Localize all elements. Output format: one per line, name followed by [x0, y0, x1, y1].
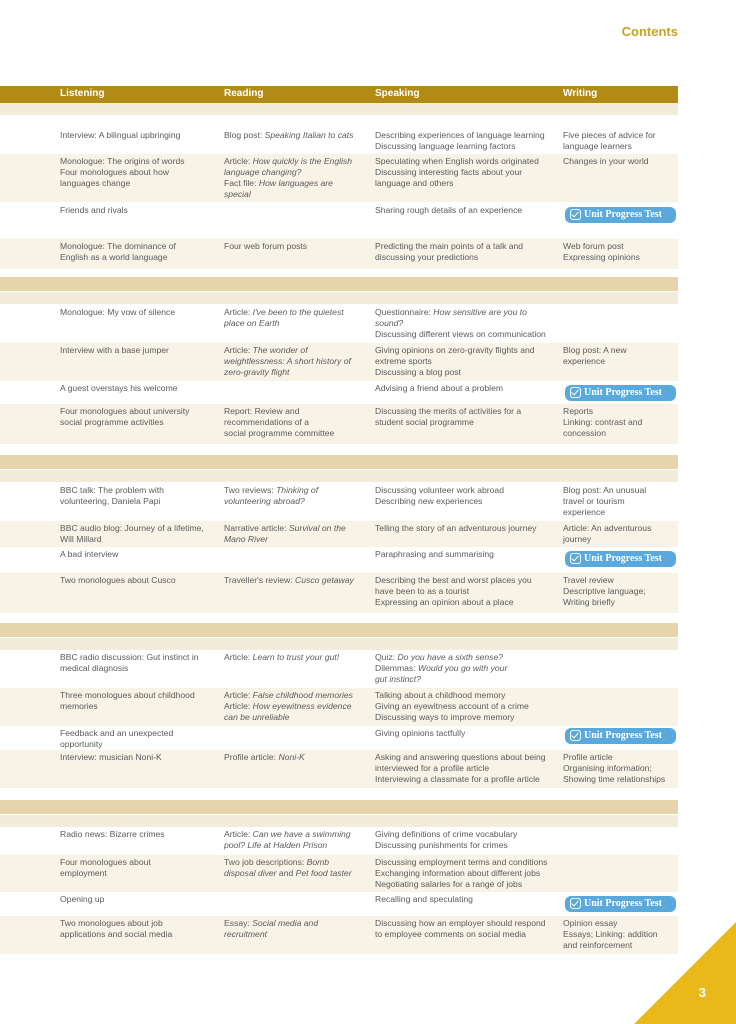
unit-2-band-2	[0, 292, 678, 304]
cell-line: Four web forum posts	[224, 241, 308, 251]
cell-line: student social programme	[375, 417, 474, 427]
reading-cell	[224, 690, 369, 723]
cell-line: Blog post: An unusual	[563, 485, 647, 495]
column-header-bar	[0, 86, 678, 103]
cell-line: Interview with a base jumper	[60, 345, 169, 355]
cell-line: experience	[563, 356, 606, 366]
unit-1-band-1	[0, 103, 678, 115]
cell-line: journey	[563, 534, 592, 544]
table-row	[0, 688, 678, 726]
cell-line: Opening up	[60, 894, 105, 904]
cell-line: Monologue: The dominance of	[60, 241, 176, 251]
cell-line: volunteering, Daniela Papi	[60, 496, 161, 506]
cell-line: Blog post: Speaking Italian to cats	[224, 130, 354, 140]
cell-line: Essay: Social media and	[224, 918, 319, 928]
writing-cell	[563, 345, 675, 367]
cell-line: Mano River	[224, 534, 268, 544]
cell-line: Article: False childhood memories	[224, 690, 353, 700]
cell-line: Organising information;	[563, 763, 652, 773]
cell-line: and reinforcement	[563, 940, 633, 950]
listening-cell	[60, 156, 218, 189]
writing-cell	[563, 575, 675, 608]
cell-line: gut instinct?	[375, 674, 421, 684]
cell-line: Feedback and an unexpected	[60, 728, 174, 738]
cell-line: Linking: contrast and	[563, 417, 643, 427]
cell-line: Describing the best and worst places you	[375, 575, 532, 585]
table-row	[0, 750, 678, 788]
cell-line: Two job descriptions: Bomb	[224, 857, 330, 867]
cell-line: Recalling and speculating	[375, 894, 473, 904]
page-number: 3	[698, 985, 706, 1000]
speaking-cell	[375, 345, 559, 378]
cell-line: Changes in your world	[563, 156, 649, 166]
cell-line: Interview: A bilingual upbringing	[60, 130, 181, 140]
cell-line: Discussing ways to improve memory	[375, 712, 515, 722]
table-row	[0, 404, 678, 444]
speaking-cell	[375, 918, 559, 940]
unit-5-band-2	[0, 815, 678, 827]
cell-line: recommendations of a	[224, 417, 310, 427]
cell-line: Article: An adventurous	[563, 523, 652, 533]
cell-line: Article: How eyewitness evidence	[224, 701, 352, 711]
table-row	[0, 483, 678, 521]
cell-line: Showing time relationships	[563, 774, 666, 784]
reading-cell	[224, 575, 369, 586]
speaking-cell	[375, 406, 559, 428]
unit-progress-test-label: Unit Progress Test	[584, 209, 662, 220]
cell-line: Fact file: How languages are	[224, 178, 333, 188]
cell-line: Interview: musician Noni-K	[60, 752, 162, 762]
cell-line: Discussing the merits of activities for a	[375, 406, 522, 416]
cell-line: can be unreliable	[224, 712, 290, 722]
table-row	[0, 521, 678, 547]
cell-line: volunteering abroad?	[224, 496, 305, 506]
listening-cell	[60, 241, 218, 263]
cell-line: Predicting the main points of a talk and	[375, 241, 524, 251]
cell-line: Two reviews: Thinking of	[224, 485, 319, 495]
cell-line: place on Earth	[224, 318, 280, 328]
cell-line: Article: How quickly is the English	[224, 156, 353, 166]
speaking-cell	[375, 549, 559, 560]
listening-cell	[60, 383, 218, 394]
listening-cell	[60, 575, 218, 586]
reading-cell	[224, 241, 369, 252]
speaking-cell	[375, 156, 559, 189]
cell-line: Exchanging information about different jobs	[375, 868, 541, 878]
listening-cell	[60, 307, 218, 318]
writing-cell	[563, 406, 675, 439]
cell-line: Article: I've been to the quietest	[224, 307, 344, 317]
checkbox-check-icon	[570, 730, 581, 741]
speaking-cell	[375, 575, 559, 608]
listening-cell	[60, 752, 218, 763]
cell-line: Discussing employment terms and conditions	[375, 857, 548, 867]
cell-line: Giving opinions on zero-gravity flights and	[375, 345, 535, 355]
cell-line: language changing?	[224, 167, 302, 177]
cell-line: Five pieces of advice for	[563, 130, 656, 140]
reading-cell	[224, 752, 369, 763]
cell-line: Discussing punishments for crimes	[375, 840, 508, 850]
cell-line: have been to as a tourist	[375, 586, 470, 596]
speaking-cell	[375, 205, 559, 216]
cell-line: opportunity	[60, 739, 103, 749]
cell-line: Writing briefly	[563, 597, 615, 607]
cell-line: pool? Life at Halden Prison	[224, 840, 328, 850]
checkbox-check-icon	[570, 898, 581, 909]
listening-cell	[60, 857, 218, 879]
speaking-cell	[375, 752, 559, 785]
cell-line: Two monologues about job	[60, 918, 163, 928]
writing-cell	[563, 485, 675, 518]
table-row	[0, 855, 678, 892]
cell-line: travel or tourism	[563, 496, 625, 506]
speaking-cell	[375, 829, 559, 851]
cell-line: languages change	[60, 178, 131, 188]
unit-3-band-2	[0, 470, 678, 482]
cell-line: English as a world language	[60, 252, 168, 262]
reading-cell	[224, 345, 369, 378]
listening-cell	[60, 918, 218, 940]
cell-line: Discussing volunteer work abroad	[375, 485, 504, 495]
cell-line: social programme activities	[60, 417, 164, 427]
table-row	[0, 239, 678, 269]
cell-line: Paraphrasing and summarising	[375, 549, 494, 559]
listening-cell	[60, 130, 218, 141]
reading-cell	[224, 406, 369, 439]
reading-cell	[224, 918, 369, 940]
cell-line: BBC talk: The problem with	[60, 485, 164, 495]
cell-line: language learners	[563, 141, 632, 151]
cell-line: Expressing an opinion about a place	[375, 597, 514, 607]
table-row	[0, 916, 678, 954]
cell-line: Travel review	[563, 575, 614, 585]
writing-cell	[563, 130, 675, 152]
cell-line: Article: Learn to trust your gut!	[224, 652, 340, 662]
checkbox-check-icon	[570, 209, 581, 220]
unit-progress-test-button[interactable]	[565, 551, 676, 567]
listening-cell	[60, 406, 218, 428]
cell-line: Three monologues about childhood	[60, 690, 195, 700]
cell-line: Giving an eyewitness account of a crime	[375, 701, 529, 711]
cell-line: social programme committee	[224, 428, 335, 438]
reading-cell	[224, 156, 369, 200]
cell-line: Discussing different views on communication	[375, 329, 546, 339]
cell-line: Quiz: Do you have a sixth sense?	[375, 652, 504, 662]
cell-line: extreme sports	[375, 356, 432, 366]
cell-line: Speculating when English words originated	[375, 156, 539, 166]
table-row	[0, 827, 678, 855]
reading-cell	[224, 652, 369, 663]
reading-cell	[224, 307, 369, 329]
speaking-cell	[375, 690, 559, 723]
cell-line: Blog post: A new	[563, 345, 627, 355]
unit-progress-test-label: Unit Progress Test	[584, 730, 662, 741]
listening-cell	[60, 652, 218, 674]
cell-line: concession	[563, 428, 606, 438]
listening-cell	[60, 205, 218, 216]
reading-cell	[224, 829, 369, 851]
speaking-cell	[375, 857, 559, 890]
column-header-writing: Writing	[563, 88, 598, 99]
page-corner-triangle	[634, 922, 736, 1024]
cell-line: applications and social media	[60, 929, 173, 939]
cell-line: Negotiating salaries for a range of jobs	[375, 879, 523, 889]
reading-cell	[224, 857, 369, 879]
table-row	[0, 305, 678, 343]
listening-cell	[60, 549, 218, 560]
speaking-cell	[375, 241, 559, 263]
listening-cell	[60, 728, 218, 750]
reading-cell	[224, 130, 369, 141]
cell-line: Report: Review and	[224, 406, 300, 416]
writing-cell	[563, 752, 675, 785]
cell-line: Web forum post	[563, 241, 624, 251]
cell-line: Four monologues about university	[60, 406, 190, 416]
checkbox-check-icon	[570, 553, 581, 564]
cell-line: Opinion essay	[563, 918, 618, 928]
cell-line: experience	[563, 507, 606, 517]
cell-line: Giving opinions tactfully	[375, 728, 466, 738]
cell-line: interviewed for a profile article	[375, 763, 490, 773]
table-row	[0, 154, 678, 202]
cell-line: weightlessness: A short history of	[224, 356, 351, 366]
speaking-cell	[375, 523, 559, 534]
listening-cell	[60, 690, 218, 712]
listening-cell	[60, 523, 218, 545]
unit-3-band-1	[0, 455, 678, 469]
speaking-cell	[375, 894, 559, 905]
cell-line: Interviewing a classmate for a profile article	[375, 774, 540, 784]
cell-line: Article: The wonder of	[224, 345, 308, 355]
cell-line: Dilemmas: Would you go with your	[375, 663, 508, 673]
cell-line: Giving definitions of crime vocabulary	[375, 829, 518, 839]
speaking-cell	[375, 130, 559, 152]
cell-line: Discussing how an employer should respond	[375, 918, 546, 928]
cell-line: special	[224, 189, 251, 199]
cell-line: Profile article	[563, 752, 613, 762]
column-header-speaking: Speaking	[375, 88, 420, 99]
cell-line: Describing experiences of language learning	[375, 130, 545, 140]
cell-line: Questionnaire: How sensitive are you to	[375, 307, 527, 317]
checkbox-check-icon	[570, 387, 581, 398]
unit-progress-test-label: Unit Progress Test	[584, 898, 662, 909]
cell-line: Sharing rough details of an experience	[375, 205, 523, 215]
cell-line: discussing your predictions	[375, 252, 479, 262]
speaking-cell	[375, 652, 559, 685]
cell-line: Describing new experiences	[375, 496, 483, 506]
speaking-cell	[375, 307, 559, 340]
cell-line: Monologue: The origins of words	[60, 156, 185, 166]
listening-cell	[60, 894, 218, 905]
cell-line: Friends and rivals	[60, 205, 128, 215]
speaking-cell	[375, 485, 559, 507]
writing-cell	[563, 241, 675, 263]
cell-line: memories	[60, 701, 98, 711]
speaking-cell	[375, 383, 559, 394]
cell-line: Two monologues about Cusco	[60, 575, 176, 585]
unit-progress-test-button[interactable]	[565, 896, 676, 912]
writing-cell	[563, 523, 675, 545]
cell-line: Traveller's review: Cusco getaway	[224, 575, 354, 585]
cell-line: Advising a friend about a problem	[375, 383, 504, 393]
cell-line: Discussing interesting facts about your	[375, 167, 523, 177]
unit-5-band-1	[0, 800, 678, 814]
cell-line: Essays; Linking: addition	[563, 929, 658, 939]
cell-line: medical diagnosis	[60, 663, 129, 673]
cell-line: employment	[60, 868, 107, 878]
cell-line: Four monologues about	[60, 857, 151, 867]
cell-line: Narrative article: Survival on the	[224, 523, 346, 533]
page-title: Contents	[621, 24, 678, 39]
cell-line: A guest overstays his welcome	[60, 383, 178, 393]
cell-line: Monologue: My vow of silence	[60, 307, 176, 317]
writing-cell	[563, 156, 675, 167]
column-header-listening: Listening	[60, 88, 105, 99]
reading-cell	[224, 523, 369, 545]
unit-2-band-1	[0, 277, 678, 291]
cell-line: Profile article: Noni-K	[224, 752, 305, 762]
unit-progress-test-button[interactable]	[565, 207, 676, 223]
cell-line: Article: Can we have a swimming	[224, 829, 351, 839]
reading-cell	[224, 485, 369, 507]
table-row	[0, 128, 678, 152]
cell-line: Telling the story of an adventurous journey	[375, 523, 537, 533]
listening-cell	[60, 345, 218, 356]
cell-line: Descriptive language;	[563, 586, 646, 596]
listening-cell	[60, 829, 218, 840]
unit-progress-test-label: Unit Progress Test	[584, 553, 662, 564]
cell-line: Talking about a childhood memory	[375, 690, 506, 700]
cell-line: recruitment	[224, 929, 267, 939]
listening-cell	[60, 485, 218, 507]
unit-4-band-2	[0, 638, 678, 650]
unit-progress-test-label: Unit Progress Test	[584, 387, 662, 398]
cell-line: sound?	[375, 318, 404, 328]
cell-line: zero-gravity flight	[224, 367, 290, 377]
cell-line: Asking and answering questions about being	[375, 752, 546, 762]
cell-line: Will Millard	[60, 534, 102, 544]
speaking-cell	[375, 728, 559, 739]
cell-line: BBC audio blog: Journey of a lifetime,	[60, 523, 204, 533]
cell-line: Four monologues about how	[60, 167, 169, 177]
cell-line: Discussing language learning factors	[375, 141, 516, 151]
cell-line: A bad interview	[60, 549, 119, 559]
cell-line: Reports	[563, 406, 594, 416]
unit-progress-test-button[interactable]	[565, 728, 676, 744]
table-row	[0, 343, 678, 381]
cell-line: to employee comments on social media	[375, 929, 526, 939]
cell-line: Expressing opinions	[563, 252, 640, 262]
unit-4-band-1	[0, 623, 678, 637]
column-header-reading: Reading	[224, 88, 264, 99]
cell-line: Discussing a blog post	[375, 367, 461, 377]
cell-line: language and others	[375, 178, 454, 188]
table-row	[0, 573, 678, 613]
cell-line: BBC radio discussion: Gut instinct in	[60, 652, 199, 662]
cell-line: disposal diver and Pet food taster	[224, 868, 352, 878]
cell-line: Radio news: Bizarre crimes	[60, 829, 165, 839]
table-row	[0, 650, 678, 688]
unit-progress-test-button[interactable]	[565, 385, 676, 401]
